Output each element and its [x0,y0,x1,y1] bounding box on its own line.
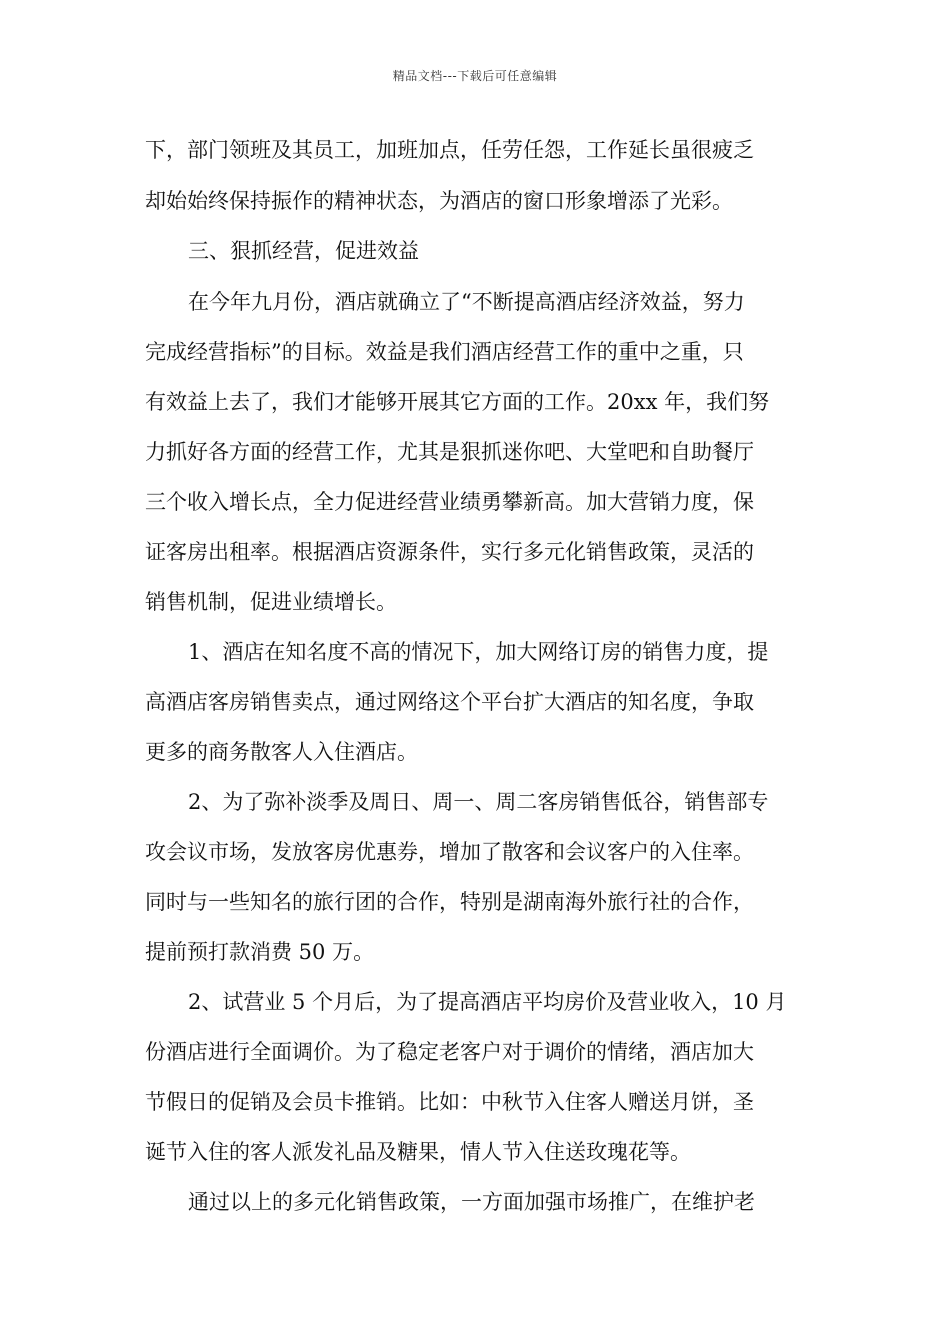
text-line: 2、为了弥补淡季及周日、周一、周二客房销售低谷，销售部专 [188,790,769,814]
text-line: 销售机制，促进业绩增长。 [145,590,397,614]
text-line: 高酒店客房销售卖点，通过网络这个平台扩大酒店的知名度，争取 [145,690,754,714]
text-line: 力抓好各方面的经营工作，尤其是狠抓迷你吧、大堂吧和自助餐厅 [145,440,754,464]
text-line: 提前预打款消费 50 万。 [145,940,375,964]
text-line: 证客房出租率。根据酒店资源条件，实行多元化销售政策，灵活的 [145,540,754,564]
text-line: 2、试营业 5 个月后，为了提高酒店平均房价及营业收入，10 月 [188,990,787,1014]
text-line: 份酒店进行全面调价。为了稳定老客户对于调价的情绪，酒店加大 [145,1040,754,1064]
text-line: 1、酒店在知名度不高的情况下，加大网络订房的销售力度，提 [188,640,769,664]
text-line: 在今年九月份，酒店就确立了“不断提高酒店经济效益，努力 [188,290,745,314]
text-line: 通过以上的多元化销售政策，一方面加强市场推广，在维护老 [188,1190,755,1214]
text-line: 下，部门领班及其员工，加班加点，任劳任怨，工作延长虽很疲乏 [145,138,754,162]
text-line: 三个收入增长点，全力促进经营业绩勇攀新高。加大营销力度，保 [145,490,754,514]
section-heading: 三、狠抓经营，促进效益 [188,239,419,263]
text-line: 节假日的促销及会员卡推销。比如：中秋节入住客人赠送月饼，圣 [145,1090,754,1114]
text-line: 有效益上去了，我们才能够开展其它方面的工作。20xx 年，我们努 [145,390,770,414]
text-line: 同时与一些知名的旅行团的合作，特别是湖南海外旅行社的合作， [145,890,754,914]
text-line: 诞节入住的客人派发礼品及糖果，情人节入住送玫瑰花等。 [145,1140,691,1164]
text-line: 完成经营指标”的目标。效益是我们酒店经营工作的重中之重，只 [145,340,744,364]
text-line: 更多的商务散客人入住酒店。 [145,740,418,764]
text-line: 却始始终保持振作的精神状态，为酒店的窗口形象增添了光彩。 [145,189,733,213]
text-line: 攻会议市场，发放客房优惠券，增加了散客和会议客户的入住率。 [145,840,754,864]
page-header: 精品文档---下载后可任意编辑 [392,69,558,83]
